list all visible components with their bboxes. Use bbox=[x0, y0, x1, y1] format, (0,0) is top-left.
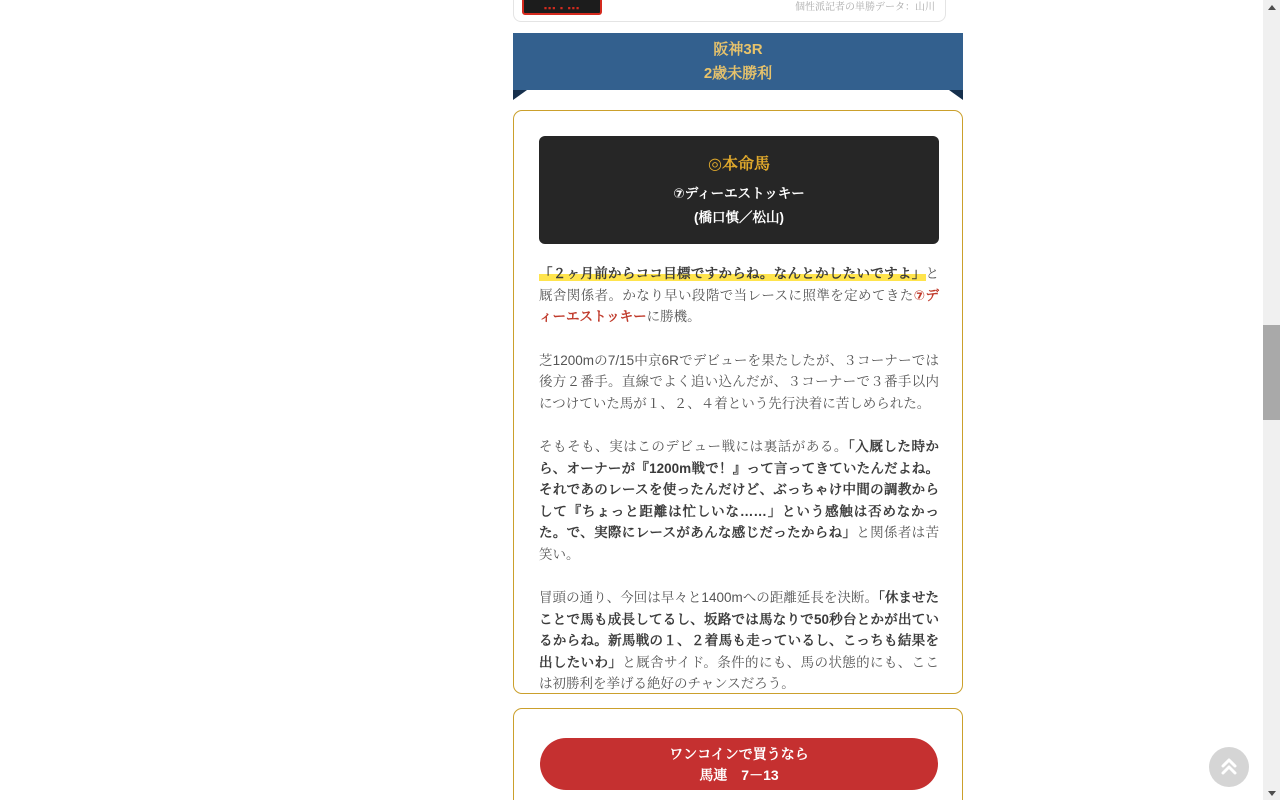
double-chevron-up-icon bbox=[1217, 755, 1241, 779]
race-course-label: 阪神3R bbox=[713, 41, 763, 58]
article-paragraph bbox=[539, 436, 939, 565]
text-segment: と厩舎サイド。条件的にも、馬の状態的にも、ここは初勝利を挙げる絶好のチャンスだろう。 bbox=[539, 654, 940, 691]
trainer-jockey-label: (橋口慎／松山) bbox=[694, 209, 784, 225]
article-paragraph bbox=[539, 587, 939, 695]
promo-banner-text: ▪▪▪ ▪ ▪▪▪ bbox=[543, 3, 581, 13]
previous-section-card bbox=[513, 0, 946, 22]
race-class-label: 2歳未勝利 bbox=[703, 65, 773, 82]
article-paragraph bbox=[539, 350, 939, 415]
ribbon-fold-left bbox=[513, 90, 527, 100]
horse-name: ⑦ディーエストッキー bbox=[673, 185, 805, 201]
article-paragraph bbox=[539, 263, 939, 328]
bet-button-numbers: 馬連 7－13 bbox=[699, 766, 779, 783]
text-segment: 冒頭の通り、今回は早々と1400mへの距離延長を決断。 bbox=[539, 590, 879, 605]
ribbon-fold-right bbox=[949, 90, 963, 100]
bet-button-title: ワンコインで買うなら bbox=[669, 745, 809, 762]
buy-suggestion-card bbox=[513, 708, 963, 800]
favorite-horse-box bbox=[539, 136, 939, 244]
race-header-ribbon bbox=[513, 33, 963, 90]
back-to-top-button[interactable] bbox=[1209, 747, 1249, 787]
text-segment: 「入厩した時から、オーナーが『1200m戦で！』って言ってきていたんだよね。それであのレースを使ったんだけど、ぶっちゃけ中間の調教からして『ちょっと距離は忙しいな……」という感触は否めなかった。で、実際にレースがあんな感じだったからね」 bbox=[539, 439, 940, 540]
scrollbar-up-button[interactable] bbox=[1263, 0, 1280, 14]
scrollbar-down-button[interactable] bbox=[1263, 786, 1280, 800]
triangle-up-icon bbox=[1268, 5, 1276, 10]
promo-banner-image[interactable] bbox=[522, 0, 602, 15]
text-segment: 芝1200mの7/15中京6Rでデビューを果たしたが、３コーナーでは後方２番手。直線でよく追い込んだが、３コーナーで３番手以内につけていた馬が１、２、４着という先行決着に苦しめられた。 bbox=[539, 352, 939, 411]
favorite-mark-title: ◎本命馬 bbox=[708, 155, 770, 173]
text-segment: ⑦ディーエストッキー bbox=[539, 287, 940, 324]
vertical-scrollbar[interactable] bbox=[1263, 0, 1280, 800]
reporter-note-text: 個性派記者の単勝データ：山川 bbox=[795, 2, 935, 13]
scrollbar-thumb[interactable] bbox=[1263, 325, 1280, 420]
one-coin-bet-button[interactable] bbox=[540, 738, 938, 790]
text-segment: 「休ませたことで馬も成長してるし、坂路では馬なりで50秒台とかが出ているからね。新馬戦の１、２着馬も走っているし、こっちも結果を出したいわ」 bbox=[539, 590, 940, 670]
text-segment: に勝機。 bbox=[646, 309, 701, 324]
text-segment: と関係者は苦笑い。 bbox=[539, 525, 939, 562]
text-segment: 「２ヶ月前からココ目標ですからね。なんとかしたいですよ」 bbox=[539, 266, 926, 281]
text-segment: そもそも、実はこのデビュー戦には裏話がある。 bbox=[539, 439, 848, 454]
triangle-down-icon bbox=[1268, 791, 1276, 796]
article-body bbox=[539, 263, 939, 717]
text-segment: と厩舎関係者。かなり早い段階で当レースに照準を定めてきた bbox=[539, 266, 939, 303]
prediction-card bbox=[513, 110, 963, 694]
